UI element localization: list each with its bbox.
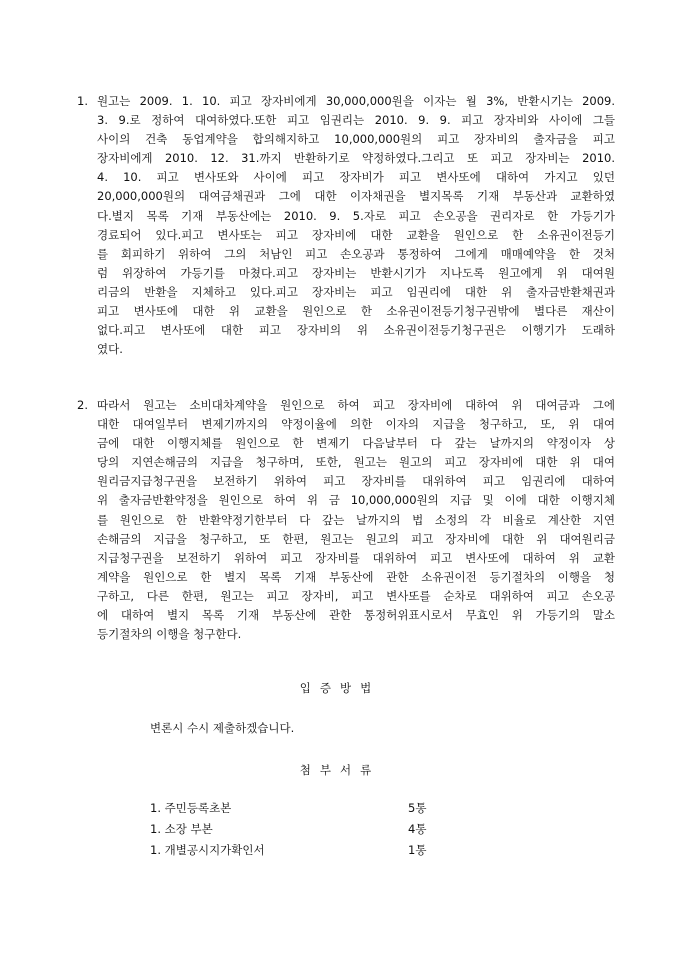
paragraph-line: 구하고, 다른 한편, 원고는 피고 장자비, 피고 변사또를 순차로 대위하여 피고 손오공 bbox=[97, 588, 615, 603]
evidence-text: 변론시 수시 제출하겠습니다. bbox=[150, 721, 295, 735]
attachment-row bbox=[150, 821, 450, 842]
paragraph-line: 를 회피하기 위하여 그의 처남인 피고 손오공과 통정하여 그에게 매매예약을 한 것처 bbox=[97, 246, 615, 261]
attachment-name: 1. 소장 부본 bbox=[150, 822, 213, 836]
paragraph-line: 럼 위장하여 가등기를 마쳤다.피고 장자비는 반환시기가 지나도록 원고에게 위 대여원 bbox=[97, 265, 615, 280]
paragraph-line: 였다. bbox=[97, 342, 123, 357]
paragraph-line: 3. 9.로 정하여 대여하였다.또한 피고 임권리는 2010. 9. 9. 피고 장자비와 사이에 그들 bbox=[97, 113, 615, 128]
paragraph-item-1 bbox=[77, 92, 615, 359]
attachment-count: 4통 bbox=[408, 822, 427, 836]
evidence-heading: 입증방법 bbox=[299, 681, 381, 695]
paragraph-line: 원고는 2009. 1. 10. 피고 장자비에게 30,000,000원을 이자는 월 3%, 반환시기는 2009. bbox=[97, 94, 615, 108]
paragraph-line: 리금의 반환을 지체하고 있다.피고 장자비는 피고 임권리에 대한 위 출자금반환채권과 bbox=[97, 284, 615, 299]
paragraph-line: 를 원인으로 한 반환약정기한부터 다 갚는 날까지의 법 소정의 각 비율로 계산한 지연 bbox=[97, 512, 615, 527]
paragraph-line: 등기절차의 이행을 청구한다. bbox=[97, 627, 242, 642]
paragraph-line: 4. 10. 피고 변사또와 사이에 피고 장자비가 피고 변사또에 대하여 가지고 있던 bbox=[97, 170, 615, 185]
attachment-name: 1. 주민등록초본 bbox=[150, 801, 232, 815]
attachment-count: 5통 bbox=[408, 801, 427, 815]
paragraph-body bbox=[97, 92, 615, 359]
paragraph-line: 금에 대한 이행지체를 원인으로 한 변제기 다음날부터 다 갚는 날까지의 약정이자 상 bbox=[97, 436, 615, 451]
paragraph-line: 20,000,000원의 대여금채권과 그에 대한 이자채권을 별지목록 기재 부동산과 교환하였 bbox=[97, 189, 615, 204]
paragraph-line: 다.별지 목록 기재 부동산에는 2010. 9. 5.자로 피고 손오공을 권리자로 한 가등기가 bbox=[97, 208, 615, 223]
item-number: 2. bbox=[77, 398, 88, 412]
paragraph-line: 사이의 건축 동업계약을 합의해지하고 10,000,000원의 피고 장자비의 출자금을 피고 bbox=[97, 132, 615, 147]
attachment-row bbox=[150, 800, 450, 821]
paragraph-line: 피고 변사또에 대한 위 교환을 원인으로 한 소유권이전등기청구권밖에 별다른 재산이 bbox=[97, 304, 615, 319]
paragraph-line: 손해금의 지급을 청구하고, 또 한편, 원고는 원고의 피고 장자비에 대한 위 대여원리금 bbox=[97, 531, 615, 546]
paragraph-line: 장자비에게 2010. 12. 31.까지 반환하기로 약정하였다.그리고 또 피고 장자비는 2010. bbox=[97, 151, 615, 166]
paragraph-line: 원리금지급청구권을 보전하기 위하여 피고 장자비를 대위하여 피고 임권리에 대하여 bbox=[97, 474, 615, 489]
attachment-row bbox=[150, 842, 450, 863]
item-number: 1. bbox=[77, 94, 88, 108]
paragraph-line: 따라서 원고는 소비대차계약을 원인으로 하여 피고 장자비에 대하여 위 대여금과 그에 bbox=[97, 398, 615, 412]
paragraph-line: 지급청구권을 보전하기 위하여 피고 장자비를 대위하여 피고 변사또에 대하여 위 교환 bbox=[97, 550, 615, 565]
paragraph-line: 에 대하여 별지 목록 기재 부동산에 관한 통정허위표시로서 무효인 위 가등기의 말소 bbox=[97, 608, 615, 623]
paragraph-line: 계약을 원인으로 한 별지 목록 기재 부동산에 관한 소유권이전 등기절차의 이행을 청 bbox=[97, 569, 615, 584]
paragraph-body bbox=[97, 396, 615, 644]
paragraph-item-2 bbox=[77, 396, 615, 644]
attachment-count: 1통 bbox=[408, 843, 427, 857]
paragraph-line: 없다.피고 변사또에 대한 피고 장자비의 위 소유권이전등기청구권은 이행기가 도래하 bbox=[97, 323, 615, 338]
paragraph-line: 대한 대여일부터 변제기까지의 약정이율에 의한 이자의 지급을 청구하고, 또, 위 대여 bbox=[97, 417, 615, 432]
attachments-list bbox=[150, 800, 450, 863]
paragraph-line: 위 출자금반환약정을 원인으로 하여 위 금 10,000,000원의 지급 및 이에 대한 이행지체 bbox=[97, 493, 615, 508]
attachments-heading: 첨부서류 bbox=[299, 763, 381, 777]
paragraph-line: 경료되어 있다.피고 변사또는 피고 장자비에 대한 교환을 원인으로 한 소유권이전등기 bbox=[97, 227, 615, 242]
paragraph-line: 당의 지연손해금의 지급을 청구하며, 또한, 원고는 원고의 피고 장자비에 대한 위 대여 bbox=[97, 455, 615, 470]
attachment-name: 1. 개별공시지가확인서 bbox=[150, 843, 265, 857]
